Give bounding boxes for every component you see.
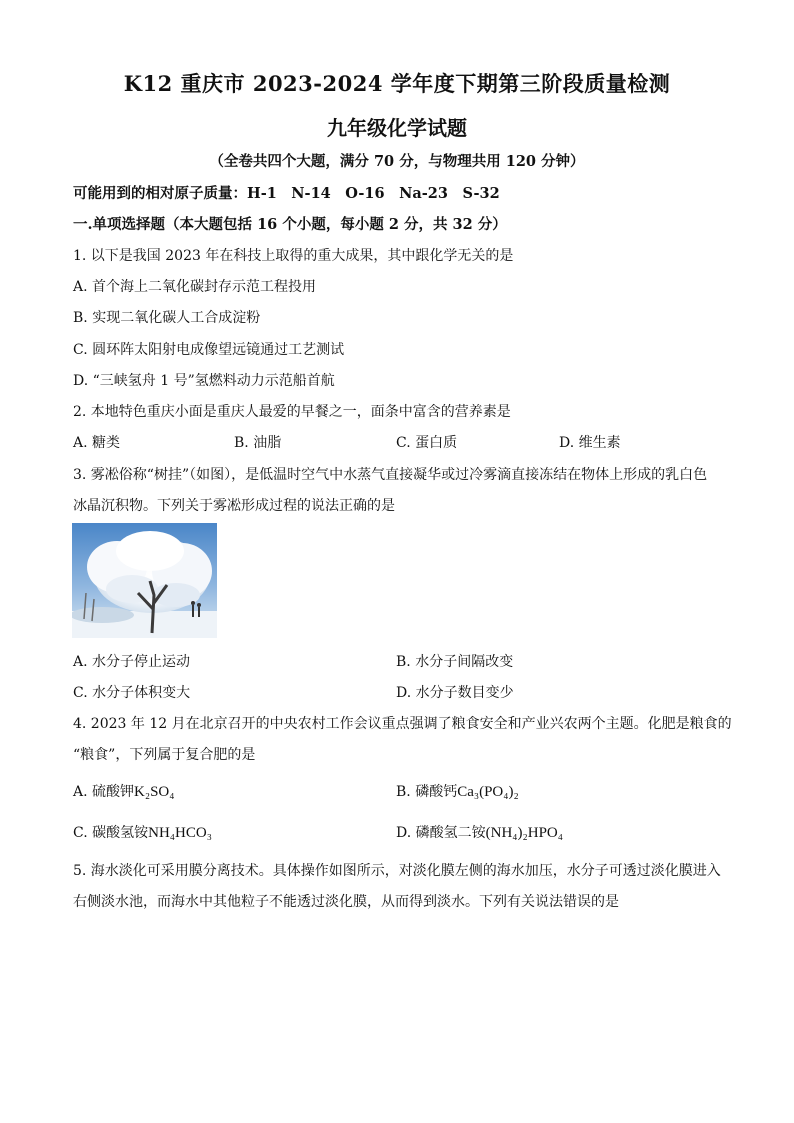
q4-stem-line1: 4. 2023 年 12 月在北京召开的中央农村工作会议重点强调了粮食安全和产业兴农两个主题。化肥是粮食的 bbox=[73, 716, 732, 732]
q4-stem-line2: “粮食”，下列属于复合肥的是 bbox=[73, 747, 256, 763]
q1-option-c: C. 圆环阵太阳射电成像望远镜通过工艺测试 bbox=[73, 342, 345, 358]
q3-option-a: A. 水分子停止运动 bbox=[73, 654, 191, 670]
q4-option-a bbox=[73, 781, 174, 801]
q5-stem-line2: 右侧淡水池，而海水中其他粒子不能透过淡化膜，从而得到淡水。下列有关说法错误的是 bbox=[73, 894, 619, 910]
q4-option-d-formula: (NH₄)₂HPO₄ bbox=[485, 825, 563, 841]
q3-stem-line2: 冰晶沉积物。下列关于雾凇形成过程的说法正确的是 bbox=[73, 498, 395, 514]
q2-option-b: B. 油脂 bbox=[234, 435, 282, 451]
q4-option-c bbox=[73, 822, 212, 842]
q1-option-a: A. 首个海上二氧化碳封存示范工程投用 bbox=[73, 279, 317, 295]
q5-stem-line1: 5. 海水淡化可采用膜分离技术。具体操作如图所示，对淡化膜左侧的海水加压，水分子可透过淡化膜进入 bbox=[73, 863, 721, 879]
q4-option-d bbox=[396, 822, 563, 842]
q4-option-b bbox=[396, 781, 519, 801]
q4-option-c-label: C. 碳酸氢铵 bbox=[73, 825, 149, 841]
q2-option-c: C. 蛋白质 bbox=[396, 435, 458, 451]
q3-option-d: D. 水分子数目变少 bbox=[396, 685, 514, 701]
section1-heading: 一.单项选择题（本大题包括 16 个小题，每小题 2 分，共 32 分） bbox=[73, 216, 507, 233]
q4-option-a-formula: K₂SO₄ bbox=[134, 784, 175, 800]
q1-option-d: D. “三峡氢舟 1 号”氢燃料动力示范船首航 bbox=[73, 373, 335, 389]
q3-stem-line1: 3. 雾凇俗称“树挂”（如图），是低温时空气中水蒸气直接凝华或过冷雾滴直接冻结在物体上形成的乳白色 bbox=[73, 467, 708, 483]
q2-option-d: D. 维生素 bbox=[559, 435, 621, 451]
exam-subtitle: 九年级化学试题 bbox=[327, 116, 467, 140]
q4-option-d-label: D. 磷酸氢二铵 bbox=[396, 825, 486, 841]
q1-stem: 1. 以下是我国 2023 年在科技上取得的重大成果，其中跟化学无关的是 bbox=[73, 248, 514, 264]
q1-option-b: B. 实现二氧化碳人工合成淀粉 bbox=[73, 310, 261, 326]
q4-option-b-label: B. 磷酸钙 bbox=[396, 784, 458, 800]
q4-option-b-formula: Ca₃(PO₄)₂ bbox=[457, 784, 519, 800]
q3-option-b: B. 水分子间隔改变 bbox=[396, 654, 514, 670]
q4-option-a-label: A. 硫酸钾 bbox=[73, 784, 135, 800]
exam-title: K12 重庆市 2023-2024 学年度下期第三阶段质量检测 bbox=[123, 71, 671, 96]
q4-option-c-formula: NH₄HCO₃ bbox=[148, 825, 212, 841]
atomic-masses: 可能用到的相对原子质量：H-1 N-14 O-16 Na-23 S-32 bbox=[73, 185, 500, 202]
q2-option-a: A. 糖类 bbox=[73, 435, 121, 451]
q3-option-c: C. 水分子体积变大 bbox=[73, 685, 191, 701]
rime-tree-photo bbox=[72, 523, 217, 638]
q2-stem: 2. 本地特色重庆小面是重庆人最爱的早餐之一，面条中富含的营养素是 bbox=[73, 404, 511, 420]
exam-note: （全卷共四个大题，满分 70 分，与物理共用 120 分钟） bbox=[209, 153, 585, 170]
